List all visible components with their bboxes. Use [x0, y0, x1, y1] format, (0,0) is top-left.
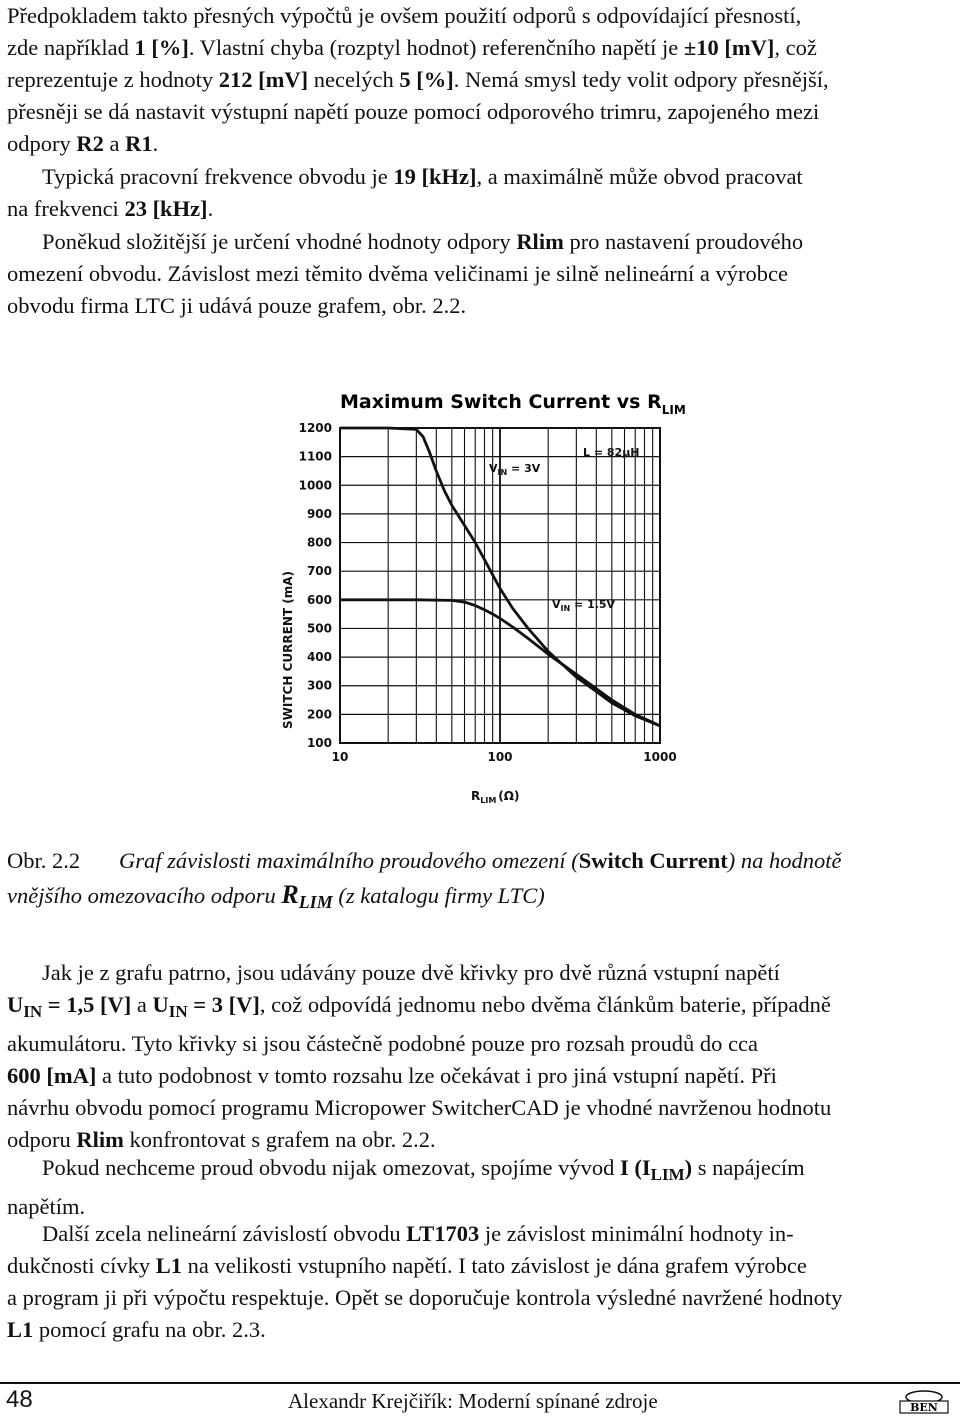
p1-line-3: reprezentuje z hodnoty 212 [mV] necelých 5 [%]. Nemá smysl tedy volit odpory přesnější, [7, 67, 829, 92]
p4-line-2: $U_{IN} = 1,5$ [V] a $U_{IN} = 3$ [V], což odpovídá jednomu nebo dvěma článkům baterie, případně [7, 992, 831, 1021]
p1-line-2: zde například 1 [%]. Vlastní chyba (rozptyl hodnot) referenčního napětí je ±10 [mV], což [7, 35, 817, 60]
p4-line-1: Jak je z grafu patrno, jsou udávány pouze dvě křivky pro dvě různá vstupní napětí [42, 960, 780, 985]
paragraph-3 [7, 226, 955, 322]
svg-text:BEN: BEN [910, 1401, 938, 1414]
p4-line-3: akumulátoru. Tyto křivky si jsou částečně podobné pouze pro rozsah proudů do cca [7, 1031, 758, 1056]
caption-line-1: Obr. 2.2 Graf závislosti maximálního proudového omezení (Switch Current) na hodnotě [7, 844, 955, 878]
p3-line-2: omezení obvodu. Závislost mezi těmito dvěma veličinami je silně nelineární a výrobce [7, 261, 789, 286]
x-axis-ticks [332, 750, 677, 764]
p4-line-4: 600 [mA] a tuto podobnost v tomto rozsahu lze očekávat i pro jiná vstupní napětí. Při [7, 1063, 777, 1088]
x-tick-label: 10 [331, 750, 349, 764]
p2-line-2: na frekvenci 23 [kHz]. [7, 196, 214, 221]
chart-title: Maximum Switch Current vs $R_{LIM}$ [340, 391, 686, 417]
y-tick-label: 1200 [298, 421, 332, 435]
p1-line-5: odpory R2 a R1. [7, 131, 159, 156]
p6-line-1: Další zcela nelineární závislostí obvodu LT1703 je závislost minimální hodnoty in- [42, 1221, 794, 1246]
paragraph-1 [7, 0, 955, 160]
p5-line-2: napětím. [7, 1194, 86, 1219]
p3-line-1: Poněkud složitější je určení vhodné hodnoty odpory Rlim pro nastavení proudového [42, 229, 804, 254]
figure-caption [7, 844, 955, 919]
x-tick-label: 100 [487, 750, 513, 764]
y-tick-label: 1000 [298, 478, 332, 493]
y-tick-label: 700 [306, 564, 332, 579]
annotation-vin-3v: $V_{IN} = 3V$ [489, 462, 541, 477]
p6-line-3: a program ji při výpočtu respektuje. Opět se doporučuje kontrola výsledné navržené hodnoty [7, 1285, 843, 1310]
y-tick-label: 600 [306, 592, 332, 607]
p2-line-1: Typická pracovní frekvence obvodu je 19 [kHz], a maximálně může obvod pracovat [42, 164, 803, 189]
y-tick-label: 200 [306, 707, 332, 722]
p6-line-2: dukčnosti cívky L1 na velikosti vstupního napětí. I tato závislost je dána grafem výrobce [7, 1253, 807, 1278]
paragraph-5 [7, 1152, 955, 1223]
caption-number: Obr. 2.2 [7, 848, 81, 873]
x-tick-label: 1000 [643, 750, 677, 764]
publisher-logo [894, 1388, 954, 1414]
y-tick-label: 300 [306, 678, 332, 693]
y-tick-label: 500 [306, 621, 332, 636]
x-axis-label: $R_{LIM}$ (Ω) [471, 789, 520, 805]
y-tick-label: 800 [306, 535, 332, 550]
chart-svg [265, 385, 695, 815]
footer-title: Alexandr Krejčiřík: Moderní spínané zdroje [288, 1389, 658, 1413]
paragraph-4 [7, 957, 955, 1156]
paragraph-2 [7, 161, 955, 225]
y-axis-label: SWITCH CURRENT (mA) [281, 571, 295, 729]
annotation-vin-1v5: $V_{IN} = 1.5V$ [552, 598, 616, 613]
p1-line-4: přesněji se dá nastavit výstupní napětí pouze pomocí odporového trimru, zapojeného mezi [7, 99, 820, 124]
switch-current-chart [265, 385, 695, 815]
p6-line-4: L1 pomocí grafu na obr. 2.3. [7, 1317, 266, 1342]
p1-line-1: Předpokladem takto přesných výpočtů je ovšem použití odporů s odpovídající přesností, [7, 3, 802, 28]
p4-line-6: odporu Rlim konfrontovat s grafem na obr. 2.2. [7, 1127, 436, 1152]
annotation-inductance: L = 82µH [583, 446, 640, 459]
p4-line-5: návrhu obvodu pomocí programu Micropower SwitcherCAD je vhodné navrženou hodnotu [7, 1095, 832, 1120]
paragraph-6 [7, 1218, 955, 1346]
p3-line-3: obvodu firma LTC ji udává pouze grafem, obr. 2.2. [7, 293, 467, 318]
y-tick-label: 900 [306, 506, 332, 521]
y-tick-label: 100 [306, 736, 332, 750]
y-tick-label: 400 [306, 650, 332, 665]
p5-line-1: Pokud nechceme proud obvodu nijak omezovat, spojíme vývod I $(I_{LIM})$ s napájecím [42, 1155, 805, 1184]
page-number: 48 [6, 1386, 33, 1413]
caption-line-2: vnějšího omezovacího odporu $R_{LIM}$ (z katalogu firmy LTC) [7, 880, 545, 912]
footer-rule [0, 1382, 960, 1384]
y-tick-label: 1100 [298, 449, 332, 464]
y-axis-ticks [299, 421, 332, 750]
